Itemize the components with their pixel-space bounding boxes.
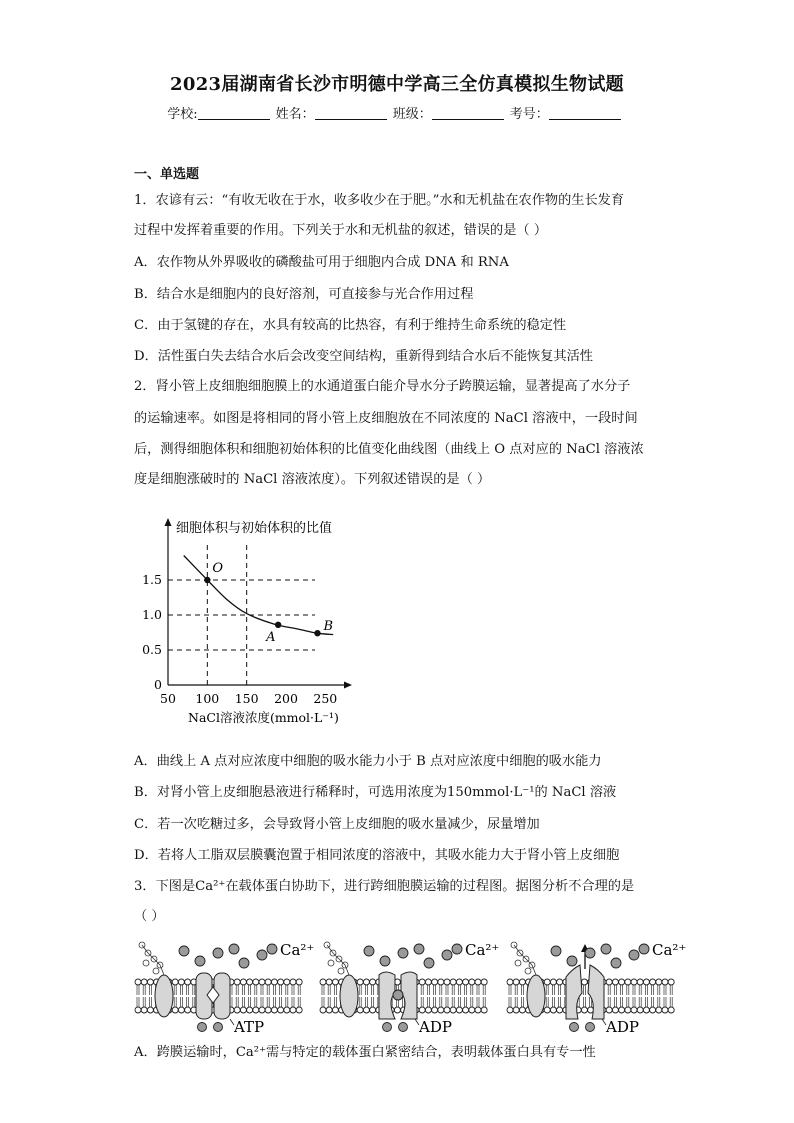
lipid-head [240,1007,246,1013]
lipid-head [370,1007,376,1013]
class-label: 班级： [392,107,432,122]
lipid-head [247,1007,253,1013]
calcium-ion [567,956,577,966]
lipid-head [544,979,550,985]
lipid-head [290,979,296,985]
lipid-head [456,1007,462,1013]
lipid-head [438,979,444,985]
lipid-head [425,979,431,985]
transport-panel [507,941,686,1036]
y-axis-arrow [165,518,172,526]
lipid-head [332,1007,338,1013]
lipid-head [135,979,141,985]
calcium-ion [380,956,390,966]
lipid-head [544,1007,550,1013]
lipid-head [172,1007,178,1013]
point-label-o: O [212,561,224,576]
lipid-head [469,1007,475,1013]
lipid-head [278,979,284,985]
calcium-ion [198,1023,207,1032]
q1-option-c: C．由于氢键的存在，水具有较高的比热容，有利于维持生命系统的稳定性 [134,318,567,333]
q2-option-d: D．若将人工脂双层膜囊泡置于相同浓度的溶液中，其吸水能力大于肾小管上皮细胞 [134,848,620,863]
lipid-head [475,1007,481,1013]
y-axis-label: 细胞体积与初始体积的比值 [176,521,333,536]
lipid-head [650,1007,656,1013]
lipid-head [141,979,147,985]
exam-number-label: 考号： [509,107,549,122]
section-heading: 一、单选题 [134,167,200,182]
lipid-head [253,979,259,985]
q3-line: 3．下图是Ca²⁺在载体蛋白协助下，进行跨细胞膜运输的过程图。据图分析不合理的是 [134,879,635,894]
lipid-head [581,1007,587,1013]
lipid-head [419,1007,425,1013]
membrane-protein [527,975,545,1017]
sugar-chain [143,960,149,966]
lipid-head [519,979,525,985]
lipid-head [643,979,649,985]
lipid-head [290,1007,296,1013]
lipid-head [612,1007,618,1013]
calcium-label: Ca²⁺ [652,941,687,959]
lipid-head [296,979,302,985]
lipid-head [271,979,277,985]
name-label: 姓名： [275,107,315,122]
sugar-chain [515,960,521,966]
lipid-head [662,979,668,985]
x-tick-label: 200 [274,691,298,706]
calcium-ion [586,1023,595,1032]
bound-calcium-ion [393,990,403,1000]
sugar-chain [153,968,159,974]
transport-panel [320,941,499,1036]
lipid-head [612,979,618,985]
membrane-protein [340,975,358,1017]
calcium-ion [179,946,189,956]
q3-option-a: A．跨膜运输时，Ca²⁺需与特定的载体蛋白紧密结合，表明载体蛋白具有专一性 [134,1045,596,1060]
lipid-head [240,979,246,985]
lipid-head [425,1007,431,1013]
lipid-head [296,1007,302,1013]
sugar-chain [338,968,344,974]
lipid-head [363,1007,369,1013]
q2-line: 后，测得细胞体积和细胞初始体积的比值变化曲线图（曲线上 O 点对应的 NaCl 溶液浓 [134,442,644,457]
lipid-head [432,1007,438,1013]
lipid-head [172,979,178,985]
student-info-line [0,103,794,122]
data-point-b [314,630,320,636]
calcium-ion [601,944,611,954]
calcium-ion [383,1023,392,1032]
lipid-head [185,1007,191,1013]
exam-number-blank [549,107,621,120]
school-label: 学校: [167,107,198,122]
calcium-ion [424,958,434,968]
lipid-head [606,1007,612,1013]
calcium-ion-legend [267,944,277,954]
lipid-head [265,1007,271,1013]
lipid-head [326,1007,332,1013]
q1-option-b: B．结合水是细胞内的良好溶剂，可直接参与光合作用过程 [134,287,474,302]
lipid-head [450,979,456,985]
lipid-head [519,1007,525,1013]
lipid-head [259,979,265,985]
point-label-a: A [266,629,276,645]
lipid-head [234,979,240,985]
lipid-head [637,1007,643,1013]
calcium-ion [442,950,452,960]
x-tick-label: 50 [160,691,176,706]
lipid-head [357,1007,363,1013]
name-blank [315,107,387,120]
lipid-head [581,979,587,985]
lipid-head [557,1007,563,1013]
lipid-head [513,1007,519,1013]
lipid-head [432,979,438,985]
sugar-chain [525,968,531,974]
q1-line: 过程中发挥着重要的作用。下列关于水和无机盐的叙述，错误的是（ ） [134,223,548,238]
calcium-ion [229,944,239,954]
lipid-head [278,1007,284,1013]
lipid-head [253,1007,259,1013]
lipid-head [481,979,487,985]
lipid-head [141,1007,147,1013]
calcium-ion [570,1023,579,1032]
lipid-head [147,1007,153,1013]
sugar-chain [328,960,334,966]
lipid-head [557,979,563,985]
transport-panel [135,941,314,1036]
lipid-head [326,979,332,985]
calcium-ion [398,948,408,958]
lipid-head [135,1007,141,1013]
lipid-head [438,1007,444,1013]
lipid-head [475,979,481,985]
lipid-head [625,979,631,985]
lipid-head [234,1007,240,1013]
calcium-ion [399,1023,408,1032]
q1-line: 1．农谚有云：“有收无收在于水，收多收少在于肥。”水和无机盐在农作物的生长发育 [134,193,625,208]
lipid-head [650,979,656,985]
lipid-head [284,979,290,985]
q2-option-a: A．曲线上 A 点对应浓度中细胞的吸水能力小于 B 点对应浓度中细胞的吸水能力 [134,754,602,769]
calcium-ion [214,1023,223,1032]
x-tick-label: 150 [234,691,259,706]
energy-molecule-label: ADP [606,1018,639,1036]
lipid-head [247,979,253,985]
lipid-head [185,979,191,985]
ratio-curve [184,556,333,635]
lipid-head [619,979,625,985]
lipid-head [320,1007,326,1013]
lipid-head [444,979,450,985]
lipid-head [357,979,363,985]
lipid-head [507,979,513,985]
lipid-head [178,979,184,985]
membrane-protein [155,975,173,1017]
y-tick-label: 0 [154,677,162,692]
q2-option-c: C．若一次吃糖过多，会导致肾小管上皮细胞的吸水量减少，尿量增加 [134,817,540,832]
data-point-o [204,577,210,583]
lipid-head [643,1007,649,1013]
page-title: 2023届湖南省长沙市明德中学高三全仿真模拟生物试题 [170,74,624,95]
calcium-ion [414,944,424,954]
ca-transport-figure [134,935,694,1037]
class-blank [432,107,504,120]
school-blank [198,107,270,120]
lipid-head [370,979,376,985]
lipid-head [656,1007,662,1013]
calcium-ion [611,958,621,968]
lipid-head [456,979,462,985]
calcium-ion [551,946,561,956]
lipid-head [481,1007,487,1013]
lipid-head [513,979,519,985]
lipid-head [265,979,271,985]
q2-line: 度是细胞涨破时的 NaCl 溶液浓度）。下列叙述错误的是（ ） [134,472,491,487]
calcium-ion [364,946,374,956]
lipid-head [332,979,338,985]
x-axis-label: NaCl溶液浓度(mmol·L⁻¹) [188,710,339,725]
lipid-head [271,1007,277,1013]
lipid-head [606,979,612,985]
lipid-head [394,1007,400,1013]
lipid-head [637,979,643,985]
lipid-head [668,979,674,985]
lipid-head [550,979,556,985]
lipid-head [469,979,475,985]
y-tick-label: 0.5 [142,642,162,657]
lipid-head [259,1007,265,1013]
q1-option-a: A．农作物从外界吸收的磷酸盐可用于细胞内合成 DNA 和 RNA [134,255,509,270]
q2-line: 2．肾小管上皮细胞细胞膜上的水通道蛋白能介导水分子跨膜运输，显著提高了水分子 [134,379,631,394]
lipid-head [363,979,369,985]
y-tick-label: 1.5 [142,572,162,587]
lipid-head [631,1007,637,1013]
calcium-ion-legend [452,944,462,954]
x-tick-label: 100 [195,691,220,706]
lipid-head [507,1007,513,1013]
calcium-ion [195,956,205,966]
lipid-head [619,1007,625,1013]
lipid-head [178,1007,184,1013]
lipid-head [662,1007,668,1013]
lipid-head [463,979,469,985]
calcium-ion [629,950,639,960]
calcium-label: Ca²⁺ [280,941,315,959]
x-tick-label: 250 [313,691,338,706]
calcium-ion-legend [639,944,649,954]
lipid-head [625,1007,631,1013]
lipid-head [147,979,153,985]
lipid-head [284,1007,290,1013]
lipid-head [550,1007,556,1013]
ratio-chart [130,510,370,735]
calcium-ion [585,948,595,958]
lipid-head [463,1007,469,1013]
y-tick-label: 1.0 [142,607,162,622]
point-label-b: B [323,619,334,635]
lipid-head [631,979,637,985]
calcium-ion [257,950,267,960]
lipid-head [320,979,326,985]
energy-molecule-label: ATP [234,1018,265,1036]
energy-molecule-label: ADP [419,1018,452,1036]
calcium-label: Ca²⁺ [465,941,500,959]
lipid-head [668,1007,674,1013]
calcium-ion [213,948,223,958]
q2-option-b: B．对肾小管上皮细胞悬液进行稀释时，可选用浓度为150mmol·L⁻¹的 NaCl 溶液 [134,785,617,800]
q2-line: 的运输速率。如图是将相同的肾小管上皮细胞放在不同浓度的 NaCl 溶液中，一段时间 [134,411,638,426]
lipid-head [450,1007,456,1013]
q3-line: （ ） [134,909,165,924]
lipid-head [444,1007,450,1013]
q1-option-d: D．活性蛋白失去结合水后会改变空间结构，重新得到结合水后不能恢复其活性 [134,349,593,364]
calcium-ion [239,958,249,968]
lipid-head [419,979,425,985]
x-axis-arrow [344,682,352,689]
data-point-a [275,622,281,628]
lipid-head [656,979,662,985]
